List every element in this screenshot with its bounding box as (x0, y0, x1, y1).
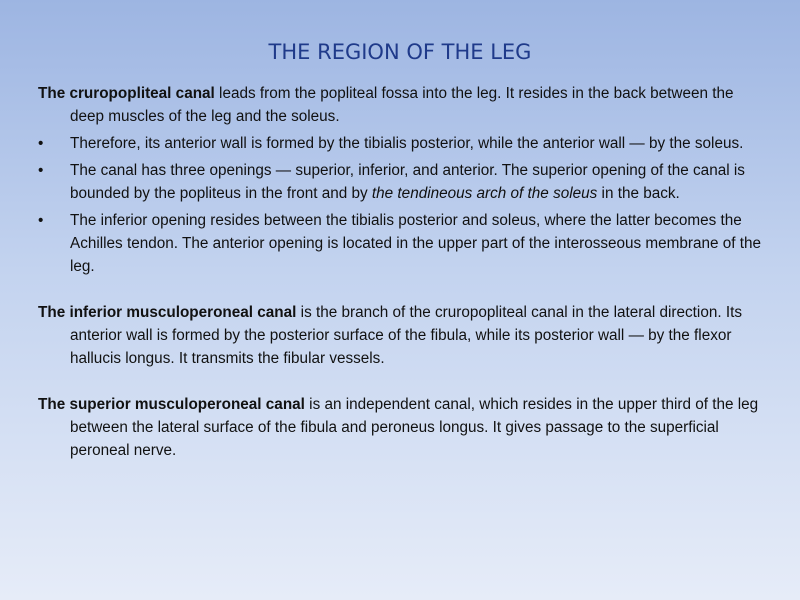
term-superior-musculoperoneal-canal: The superior musculoperoneal canal (38, 396, 305, 413)
paragraph-superior-musculoperoneal-canal (38, 393, 768, 462)
bullet-icon: • (38, 212, 44, 229)
bullet-text: The canal has three openings — superior, inferior, and anterior. The superior opening of the canal is bounded by the popliteus in the front and by (70, 162, 745, 202)
term-cruropopliteal-canal: The cruropopliteal canal (38, 85, 215, 102)
bullet-text: The inferior opening resides between the tibialis posterior and soleus, where the latter becomes the Achilles tendon. The anterior opening is located in the upper part of the interosseous membrane of the leg. (70, 212, 762, 275)
slide-title: THE REGION OF THE LEG (268, 40, 532, 64)
paragraph-text: is an independent canal, which resides in the upper third of the leg between the lateral surface of the fibula and peroneus longus. It gives passage to the superficial peroneal nerve. (70, 396, 759, 459)
bullet-text: Therefore, its anterior wall is formed by the tibialis posterior, while the anterior wall — by the soleus. (70, 135, 744, 152)
paragraph-text: leads from the popliteal fossa into the leg. It resides in the back between the deep muscles of the leg and the soleus. (70, 85, 734, 125)
paragraph-cruropopliteal-canal (38, 82, 768, 128)
bullet-icon: • (38, 135, 44, 152)
bullet-item-2 (38, 159, 768, 205)
bullet-icon: • (38, 162, 44, 179)
paragraph-inferior-musculoperoneal-canal (38, 301, 768, 370)
bullet-item-3 (38, 209, 768, 278)
bullet-text: in the back. (597, 185, 680, 202)
term-inferior-musculoperoneal-canal: The inferior musculoperoneal canal (38, 304, 297, 321)
paragraph-text: is the branch of the cruropopliteal canal in the lateral direction. Its anterior wall is formed by the posterior surface of the fibula, while its posterior wall — by the flexor hallucis longus. It transmits the fibular vessels. (70, 304, 742, 367)
bullet-item-1 (38, 132, 768, 155)
italic-term: the tendineous arch of the soleus (371, 185, 598, 202)
slide-content (38, 82, 768, 466)
